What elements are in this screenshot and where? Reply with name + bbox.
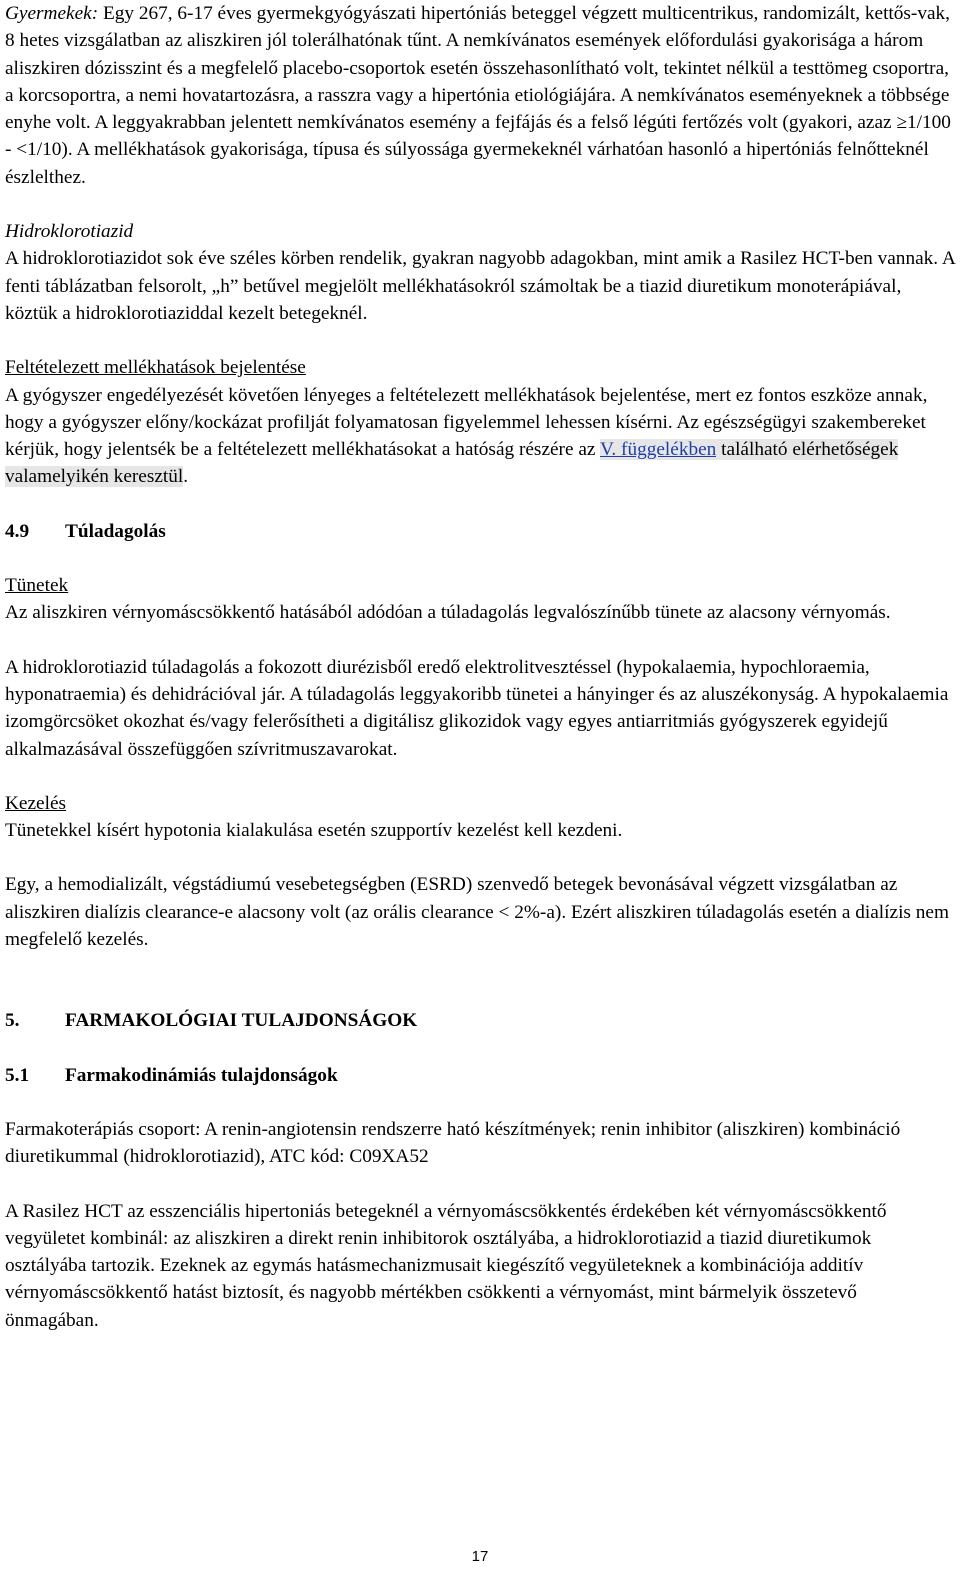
section-5-1-heading (5, 1062, 955, 1089)
page-number: 17 (471, 1548, 489, 1565)
section-number: 4.9 (5, 520, 30, 542)
pharmacotherapeutic-group-paragraph: Farmakoterápiás csoport: A renin-angiotensin rendszerre ható készítmények; renin inhibitor (aliszkiren) kombináció diuretikummal (hidroklorotiazid), ATC kód: C09XA52 (5, 1118, 901, 1168)
symptoms-subheading: Tünetek (5, 575, 69, 597)
section-number: 5.1 (5, 1064, 30, 1086)
mechanism-paragraph: A Rasilez HCT az esszenciális hipertoniás betegeknél a vérnyomáscsökkentés érdekében két vérnyomáscsökkentő vegyületet kombinál: az aliszkiren a direkt renin inhibitorok osztályába, a hidroklorotiazid a tiazid diuretikumok osztályába tartozik. Ezeknek az egymás hatásmechanizmusait kiegészítő vegyületeknek a kombinációja additív vérnyomáscsökkentő hatást biztosít, és nagyobb mértékben csökkenti a vérnyomást, mint bármelyik összetevő önmagában. (5, 1200, 887, 1331)
reporting-text-end: . (183, 466, 189, 488)
treatment-paragraph: Tünetekkel kísért hypotonia kialakulása esetén szupportív kezelést kell kezdeni. (5, 820, 623, 842)
section-number: 5. (5, 1010, 20, 1032)
dialysis-paragraph: Egy, a hemodializált, végstádiumú vesebetegségben (ESRD) szenvedő betegek bevonásával végzett vizsgálatban az aliszkiren dialízis clearance-e alacsony volt (az orális clearance < 2%-a). Ezért aliszkiren túladagolás esetén a dialízis nem megfelelő kezelés. (5, 874, 949, 951)
section-title: FARMAKOLÓGIAI TULAJDONSÁGOK (65, 1010, 418, 1032)
reporting-paragraph (5, 382, 955, 491)
document-page (5, 0, 955, 1334)
symptoms-paragraph: Az aliszkiren vérnyomáscsökkentő hatásából adódóan a túladagolás legvalószínűbb tünete az alacsony vérnyomás. (5, 602, 891, 624)
appendix-v-link[interactable]: V. függelékben (599, 439, 717, 461)
section-title: Túladagolás (65, 520, 166, 542)
hctz-paragraph: A hidroklorotiazidot sok éve széles körben rendelik, gyakran nagyobb adagokban, mint amik a Rasilez HCT-ben vannak. A fenti táblázatban felsorolt, „h” betűvel megjelölt mellékhatásokról számoltak be a tiazid diuretikum monoterápiával, köztük a hidroklorotiaziddal kezelt betegeknél. (5, 248, 955, 324)
pediatric-paragraph (5, 0, 955, 191)
pediatric-text: Egy 267, 6-17 éves gyermekgyógyászati hipertóniás beteggel végzett multicentrikus, randomizált, kettős-vak, 8 hetes vizsgálatban az aliszkiren jól tolerálhatónak tűnt. A nemkívánatos események előfordulási gyakorisága a három aliszkiren dózisszint és a megfelelő placebo-csoportok esetén összehasonlítható volt, tekintet nélkül a testtömeg csoportra, a korcsoportra, a nemi hovatartozásra, a rasszra vagy a hipertónia etiológiájára. A nemkívánatos eseményeknek a többsége enyhe volt. A leggyakrabban jelentett nemkívánatos esemény a fejfájás és a felső légúti fertőzés volt (gyakori, azaz ≥1/100 - <1/10). A mellékhatások gyakorisága, típusa és súlyossága gyermekeknél várhatóan hasonló a hipertóniás felnőtteknél észlelthez. (5, 3, 951, 188)
treatment-subheading: Kezelés (5, 792, 67, 814)
hctz-overdose-paragraph: A hidroklorotiazid túladagolás a fokozott diurézisből eredő elektrolitvesztéssel (hypokalaemia, hypochloraemia, hyponatraemia) és dehidrációval jár. A túladagolás leggyakoribb tünetei a hányinger és az aluszékonyság. A hypokalaemia izomgörcsöket okozhat és/vagy felerősítheti a digitálisz glikozidok vagy egyes antiarritmiás gyógyszerek egyidejű alkalmazásával összefüggően szívritmuszavarokat. (5, 656, 949, 760)
pediatric-label: Gyermekek: (5, 3, 99, 24)
section-5-heading (5, 1007, 955, 1034)
hctz-subheading: Hidroklorotiazid (5, 221, 134, 243)
section-4-9-heading (5, 518, 955, 545)
reporting-text-highlight: található elérhetőségek valamelyikén keresztül (5, 439, 899, 488)
reporting-text: A gyógyszer engedélyezését követően lényeges a feltételezett mellékhatások bejelentése, mert ez fontos eszköze annak, hogy a gyógyszer előny/kockázat profilját folyamatosan figyelemmel lehessen kísérni. Az egészségügyi szakembereket kérjük, hogy jelentsék be a feltételezett mellékhatásokat a hatóság részére az (5, 384, 928, 461)
reporting-subheading: Feltételezett mellékhatások bejelentése (5, 357, 306, 379)
section-title: Farmakodinámiás tulajdonságok (65, 1064, 338, 1086)
